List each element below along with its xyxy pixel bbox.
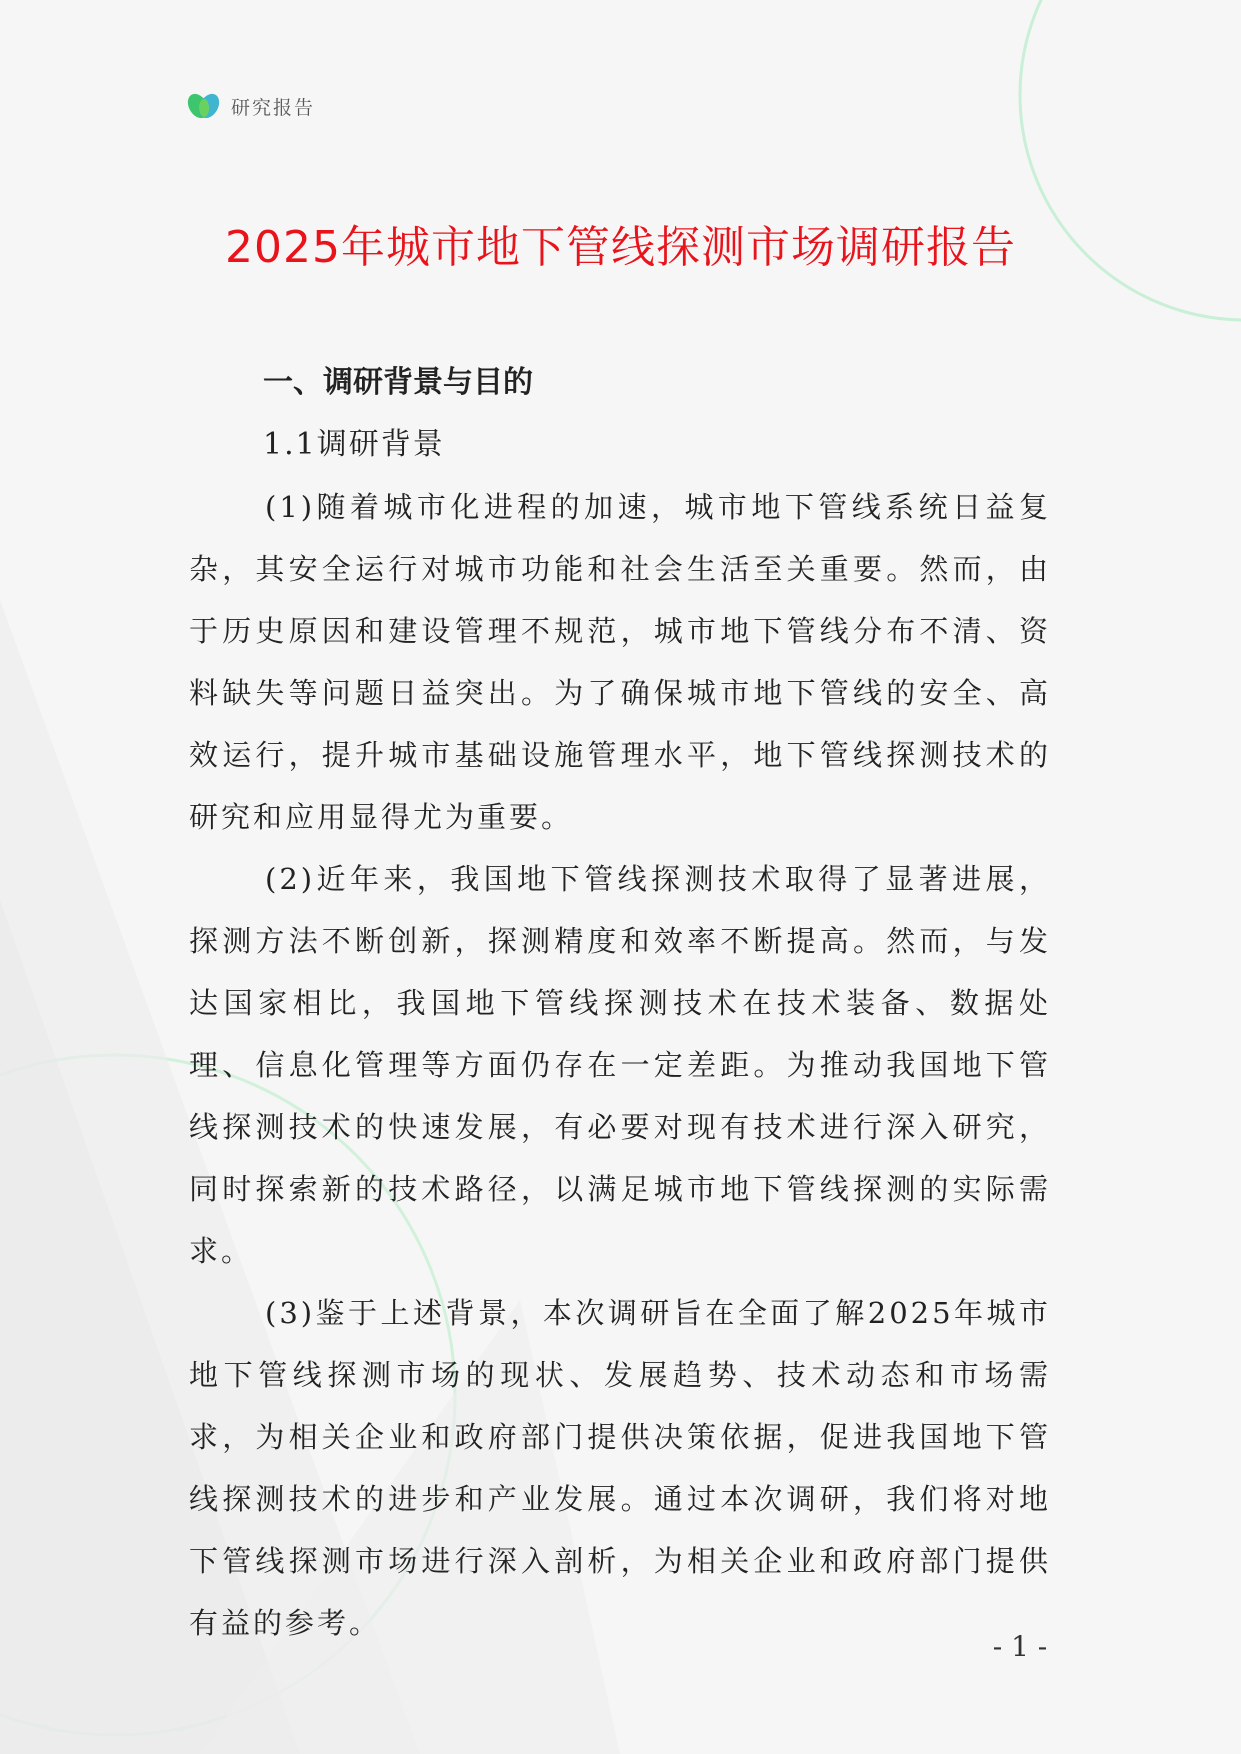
- leaf-logo-icon: [187, 90, 221, 122]
- document-body: [189, 352, 1051, 1654]
- header-label: 研究报告: [231, 96, 316, 119]
- document-title: 2025年城市地下管线探测市场调研报告: [225, 222, 1016, 273]
- subsection-heading: 1.1调研背景: [263, 427, 445, 462]
- paragraph: (3)鉴于上述背景，本次调研旨在全面了解2025年城市地下管线探测市场的现状、发展趋势、技术动态和市场需求，为相关企业和政府部门提供决策依据，促进我国地下管线探测技术的进步和产业发展。通过本次调研，我们将对地下管线探测市场进行深入剖析，为相关企业和政府部门提供有益的参考。: [189, 1296, 1051, 1640]
- section-heading: 一、调研背景与目的: [263, 365, 533, 400]
- paragraph: (1)随着城市化进程的加速，城市地下管线系统日益复杂，其安全运行对城市功能和社会生活至关重要。然而，由于历史原因和建设管理不规范，城市地下管线分布不清、资料缺失等问题日益突出。为了确保城市地下管线的安全、高效运行，提升城市基础设施管理水平，地下管线探测技术的研究和应用显得尤为重要。: [189, 490, 1051, 834]
- paragraph: (2)近年来，我国地下管线探测技术取得了显著进展，探测方法不断创新，探测精度和效率不断提高。然而，与发达国家相比，我国地下管线探测技术在技术装备、数据处理、信息化管理等方面仍存在一定差距。为推动我国地下管线探测技术的快速发展，有必要对现有技术进行深入研究，同时探索新的技术路径，以满足城市地下管线探测的实际需求。: [189, 862, 1051, 1268]
- report-header: [187, 88, 315, 124]
- page-number: - 1 -: [992, 1630, 1048, 1663]
